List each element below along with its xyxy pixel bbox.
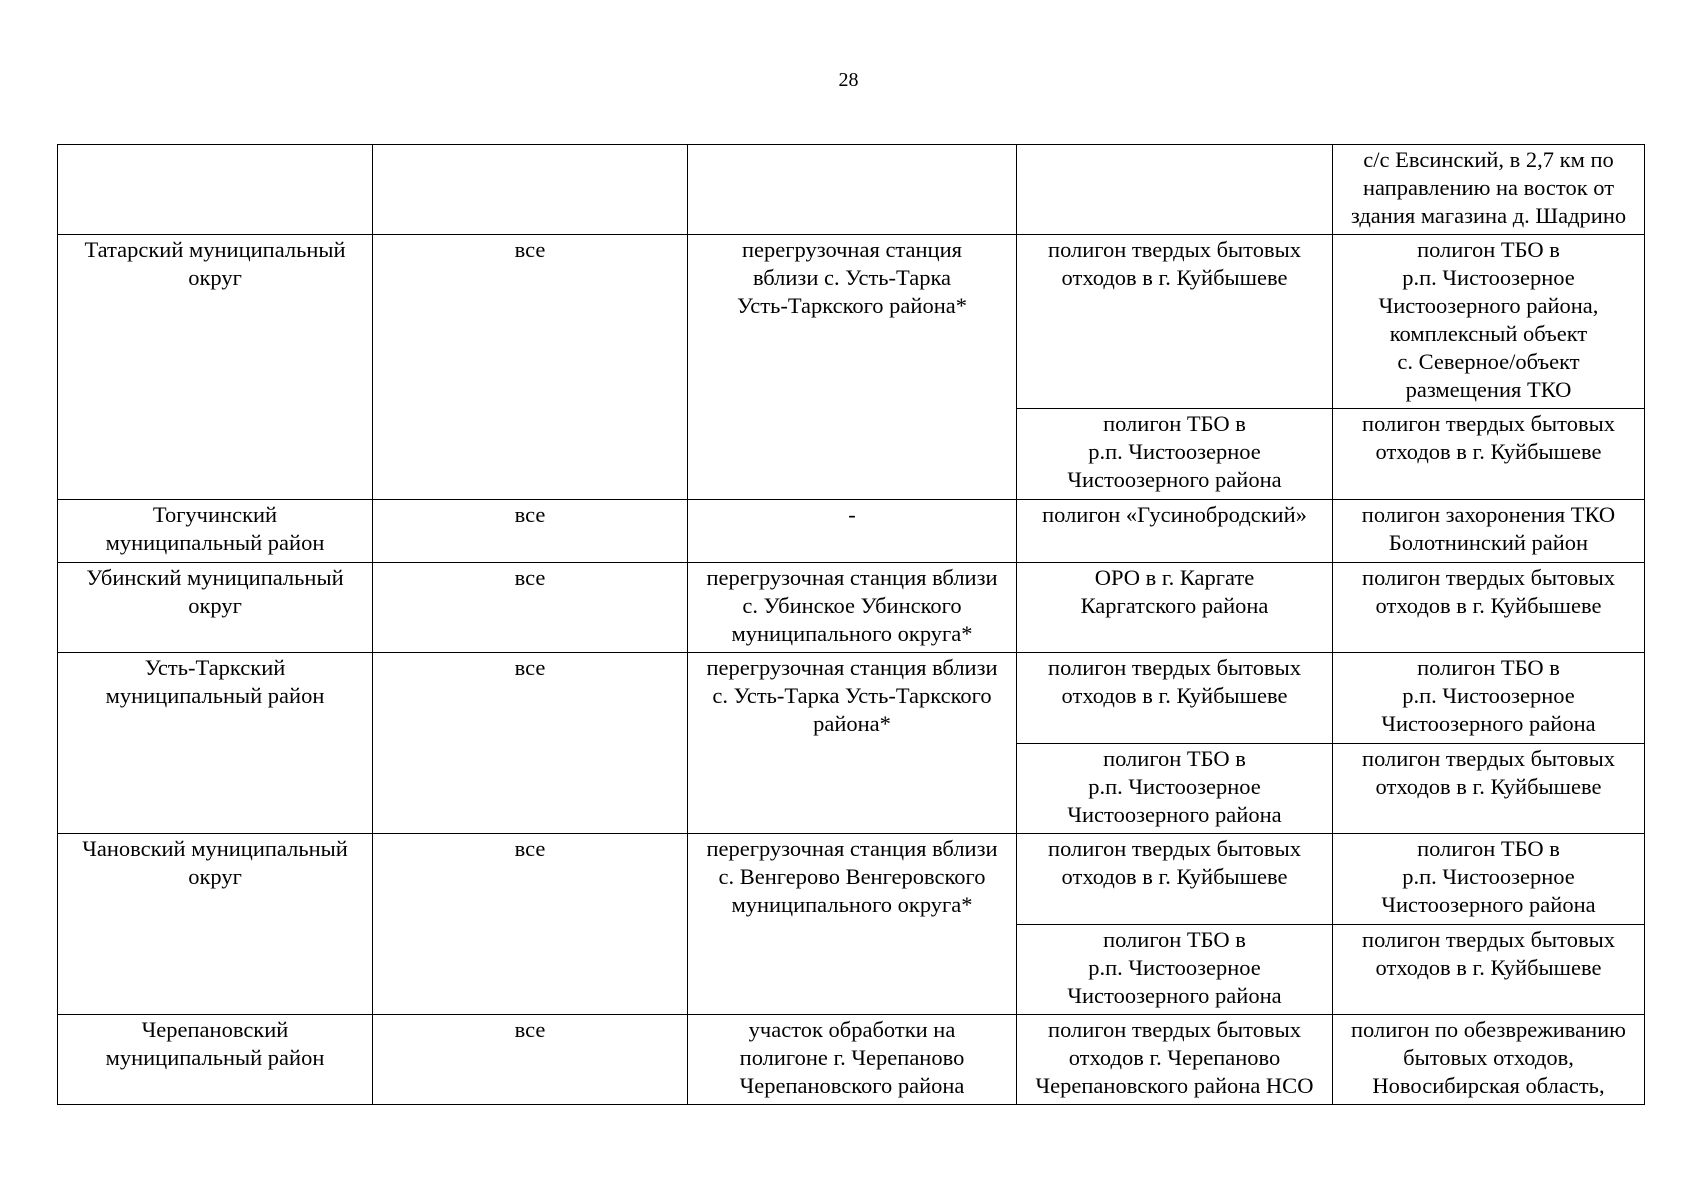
table-row [58, 563, 1645, 653]
primary-facility-cell: полигон твердых бытовых отходов в г. Куйбышеве [1017, 834, 1333, 925]
table-cell [58, 145, 373, 235]
primary-facility-cell: ОРО в г. Каргате Каргатского района [1017, 563, 1333, 653]
table-cell [1017, 145, 1333, 235]
primary-facility-cell: полигон ТБО в р.п. Чистоозерное Чистоозерного района [1017, 409, 1333, 500]
primary-facility-cell: полигон «Гусинобродский» [1017, 500, 1333, 563]
table-row [58, 1015, 1645, 1105]
transfer-station-cell: перегрузочная станция вблизи с. Венгерово Венгеровского муниципального округа* [688, 834, 1017, 1015]
waste-type-cell: все [373, 500, 688, 563]
reserve-facility-cell: полигон захоронения ТКО Болотнинский район [1333, 500, 1645, 563]
transfer-station-cell: участок обработки на полигоне г. Черепаново Черепановского района [688, 1015, 1017, 1105]
primary-facility-cell: полигон твердых бытовых отходов в г. Куйбышеве [1017, 653, 1333, 744]
transfer-station-cell: перегрузочная станция вблизи с. Убинское Убинского муниципального округа* [688, 563, 1017, 653]
reserve-facility-cell: полигон твердых бытовых отходов в г. Куйбышеве [1333, 563, 1645, 653]
table-row [58, 145, 1645, 235]
primary-facility-cell: полигон твердых бытовых отходов г. Черепаново Черепановского района НСО [1017, 1015, 1333, 1105]
municipality-cell: Усть-Таркский муниципальный район [58, 653, 373, 834]
page-number: 28 [838, 69, 859, 91]
waste-type-cell: все [373, 653, 688, 834]
waste-type-cell: все [373, 563, 688, 653]
reserve-facility-cell: полигон ТБО в р.п. Чистоозерное Чистоозерного района, комплексный объект с. Северное/объект размещения ТКО [1333, 235, 1645, 409]
table-row [58, 235, 1645, 409]
transfer-station-cell: - [688, 500, 1017, 563]
municipality-cell: Татарский муниципальный округ [58, 235, 373, 500]
waste-routing-table [57, 144, 1645, 1105]
reserve-facility-cell: полигон по обезвреживанию бытовых отходов, Новосибирская область, [1333, 1015, 1645, 1105]
waste-type-cell: все [373, 235, 688, 500]
table-row [58, 653, 1645, 744]
reserve-facility-cell: полигон ТБО в р.п. Чистоозерное Чистоозерного района [1333, 834, 1645, 925]
municipality-cell: Убинский муниципальный округ [58, 563, 373, 653]
municipality-cell: Чановский муниципальный округ [58, 834, 373, 1015]
table-cell [688, 145, 1017, 235]
reserve-facility-cell: полигон твердых бытовых отходов в г. Куйбышеве [1333, 744, 1645, 834]
waste-type-cell: все [373, 1015, 688, 1105]
table-row [58, 834, 1645, 925]
reserve-facility-cell: полигон твердых бытовых отходов в г. Куйбышеве [1333, 409, 1645, 500]
municipality-cell: Черепановский муниципальный район [58, 1015, 373, 1105]
waste-type-cell: все [373, 834, 688, 1015]
table-cell [373, 145, 688, 235]
transfer-station-cell: перегрузочная станция вблизи с. Усть-Тарка Усть-Таркского района* [688, 235, 1017, 500]
primary-facility-cell: полигон ТБО в р.п. Чистоозерное Чистоозерного района [1017, 744, 1333, 834]
reserve-facility-cell: полигон твердых бытовых отходов в г. Куйбышеве [1333, 925, 1645, 1015]
table-row [58, 500, 1645, 563]
transfer-station-cell: перегрузочная станция вблизи с. Усть-Тарка Усть-Таркского района* [688, 653, 1017, 834]
primary-facility-cell: полигон твердых бытовых отходов в г. Куйбышеве [1017, 235, 1333, 409]
table-cell: с/с Евсинский, в 2,7 км по направлению на восток от здания магазина д. Шадрино [1333, 145, 1645, 235]
primary-facility-cell: полигон ТБО в р.п. Чистоозерное Чистоозерного района [1017, 925, 1333, 1015]
reserve-facility-cell: полигон ТБО в р.п. Чистоозерное Чистоозерного района [1333, 653, 1645, 744]
municipality-cell: Тогучинский муниципальный район [58, 500, 373, 563]
